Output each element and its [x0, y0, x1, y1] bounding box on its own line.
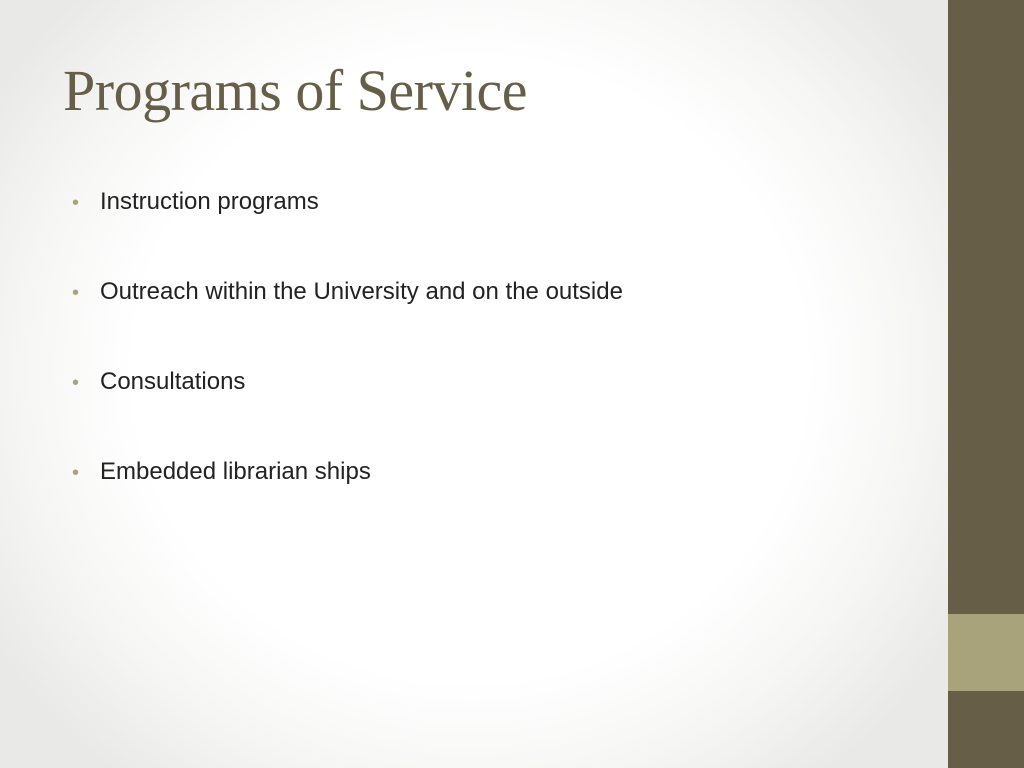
bullet-icon: • — [72, 282, 80, 304]
bullet-text: Outreach within the University and on the outside — [100, 278, 623, 305]
bullet-text: Consultations — [100, 368, 246, 395]
sidebar-accent-block — [948, 614, 1024, 691]
bullet-text: Instruction programs — [100, 188, 319, 215]
bullet-text: Embedded librarian ships — [100, 458, 371, 485]
list-item — [72, 188, 623, 278]
list-item — [72, 278, 623, 368]
bullet-icon: • — [72, 372, 80, 394]
list-item — [72, 458, 623, 548]
bullet-icon: • — [72, 192, 80, 214]
bullet-list — [72, 188, 623, 548]
bullet-icon: • — [72, 462, 80, 484]
slide-title: Programs of Service — [63, 58, 528, 123]
list-item — [72, 368, 623, 458]
